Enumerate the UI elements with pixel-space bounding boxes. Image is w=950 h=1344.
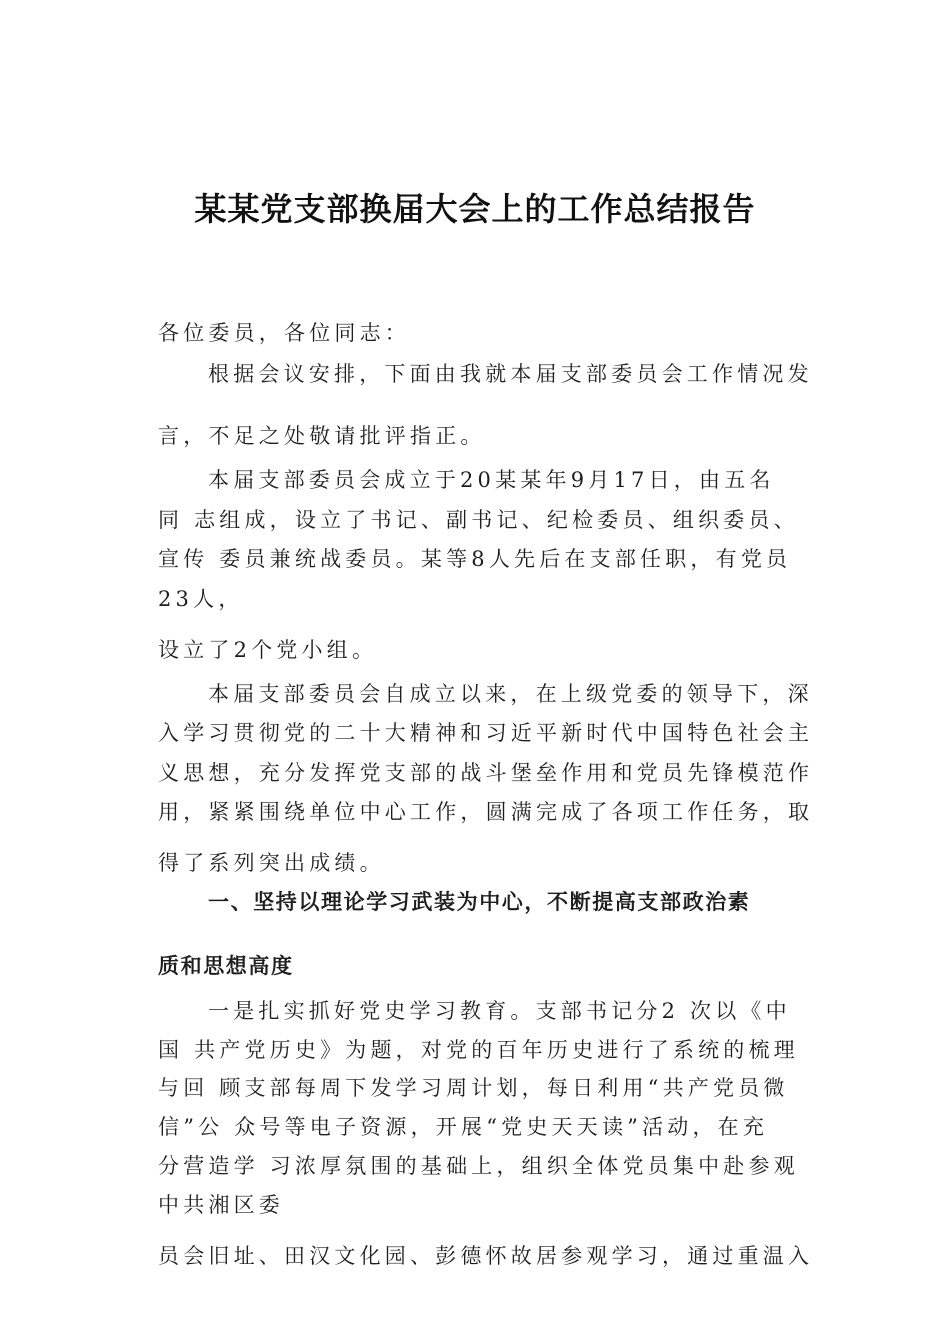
section-heading: 一、坚持以理论学习武装为中心，不断提高支部政治素 — [208, 890, 751, 914]
paragraph-line: 国 共产党历史》为题，对党的百年历史进行了系统的梳理 — [158, 1038, 799, 1062]
paragraph-line: 根据会议安排，下面由我就本届支部委员会工作情况发 — [208, 362, 813, 386]
paragraph-line: 设立了2个党小组。 — [158, 638, 378, 662]
section-heading: 质和思想高度 — [158, 954, 294, 978]
paragraph-line: 23人， — [158, 587, 244, 611]
paragraph-line: 中共湘区委 — [158, 1193, 284, 1217]
paragraph-line: 用，紧紧围绕单位中心工作，圆满完成了各项工作任务，取 — [158, 800, 814, 824]
paragraph-line: 言，不足之处敬请批评指正。 — [158, 424, 486, 448]
paragraph-line: 义思想，充分发挥党支部的战斗堡垒作用和党员先锋模范作 — [158, 761, 814, 785]
paragraph-line: 本届支部委员会自成立以来，在上级党委的领导下，深 — [208, 682, 813, 706]
salutation-line: 各位委员，各位同志： — [158, 321, 410, 345]
document-title: 某某党支部换届大会上的工作总结报告 — [194, 190, 756, 228]
paragraph-line: 分营造学 习浓厚氛围的基础上，组织全体党员集中赴参观 — [158, 1154, 799, 1178]
paragraph-line: 信”公 众号等电子资源，开展“党史天天读”活动，在充 — [158, 1115, 769, 1139]
paragraph-line: 本届支部委员会成立于20某某年9月17日，由五名 — [208, 468, 775, 492]
paragraph-line: 宣传 委员兼统战委员。某等8人先后在支部任职，有党员 — [158, 547, 792, 571]
paragraph-line: 与回 顾支部每周下发学习周计划，每日利用“共产党员微 — [158, 1076, 789, 1100]
paragraph-line: 入学习贯彻党的二十大精神和习近平新时代中国特色社会主 — [158, 721, 814, 745]
paragraph-line: 得了系列突出成绩。 — [158, 851, 385, 875]
paragraph-line: 一是扎实抓好党史学习教育。支部书记分2 次以《中 — [208, 999, 791, 1023]
paragraph-line: 员会旧址、田汉文化园、彭德怀故居参观学习，通过重温入 — [158, 1244, 814, 1268]
paragraph-line: 同 志组成，设立了书记、副书记、纪检委员、组织委员、 — [158, 508, 799, 532]
